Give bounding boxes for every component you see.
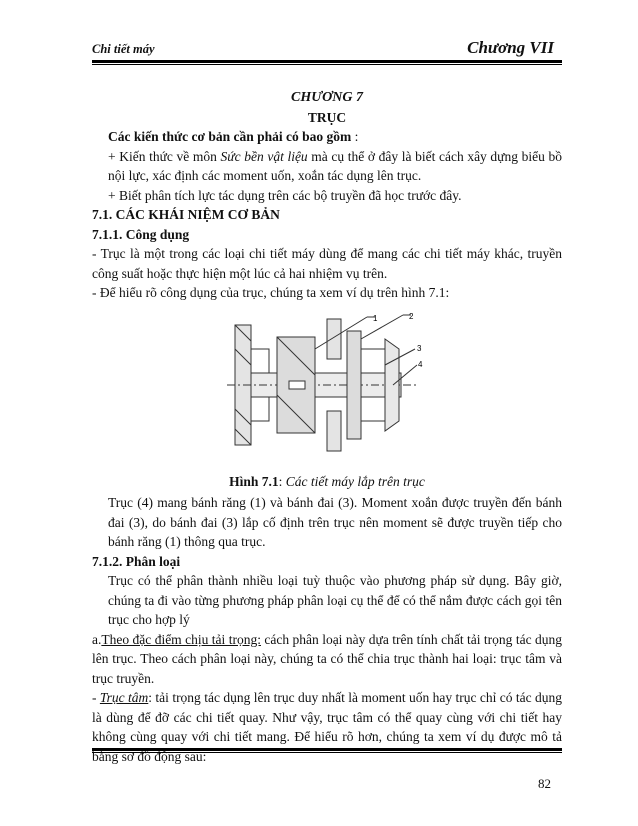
figure-caption-text: Các tiết máy lắp trên trục xyxy=(285,473,425,489)
figure-label-2: 2 xyxy=(409,311,414,321)
figure-caption-number: Hình 7.1 xyxy=(229,473,279,489)
prereq-heading xyxy=(92,127,562,147)
chapter-label: CHƯƠNG 7 xyxy=(291,90,363,105)
prereq-item-2: + Biết phân tích lực tác dụng trên các bộ truyền đã học trước đây. xyxy=(108,187,462,203)
prereq-colon: : xyxy=(351,129,359,144)
figure-caption-colon: : xyxy=(278,473,286,489)
classification-a-heading: Theo đặc điểm chịu tải trọng: xyxy=(101,631,261,647)
prereq-heading-text: Các kiến thức cơ bản cần phải có bao gồm xyxy=(108,129,352,144)
prereq-item-1 xyxy=(92,147,562,186)
header-rule-thin xyxy=(92,64,562,65)
after-figure-paragraph: Trục (4) mang bánh răng (1) và bánh đai (3). Moment xoắn được truyền đến bánh đai (3), do bánh đai (3) lắp cố định trên trục nên moment sẽ được truyền tiếp cho bánh răng (1) thông qua trục. xyxy=(108,495,562,549)
trục-tâm-term: Trục tâm xyxy=(99,690,149,705)
figure-label-4: 4 xyxy=(418,359,423,369)
page-header xyxy=(92,34,554,60)
prereq-item-1-italic: Sức bền vật liệu xyxy=(220,148,308,164)
footer-rule-thin xyxy=(92,752,562,753)
figure-7-1 xyxy=(92,309,562,464)
trục-tâm-paragraph xyxy=(92,688,562,766)
figure-label-3: 3 xyxy=(417,343,422,353)
section-7-1-2-paragraph-1: Trục có thể phân thành nhiều loại tuỳ thuộc vào phương pháp sử dụng. Bây giờ, chúng ta đi vào từng phương pháp phân loại cụ thể để có thể nắm được cách gọi tên trục cho hợp lý xyxy=(108,573,562,627)
page-number: 82 xyxy=(538,776,551,791)
prereq-item-1-post: mà cụ thể ở đây là biết cách xây dựng biểu bồ nội lực, xác định các moment uốn, xoắn tác dụng lên trục. xyxy=(108,148,562,183)
section-7-1-1-paragraph-2: - Để hiểu rõ công dụng của trục, chúng ta xem ví dụ trên hình 7.1: xyxy=(92,285,450,300)
section-7-1-1-paragraph-1: - Trục là một trong các loại chi tiết máy dùng để mang các chi tiết máy khác, truyền công suất hoặc thực hiện một lúc cả hai nhiệm vụ trên. xyxy=(92,246,562,281)
figure-caption xyxy=(92,472,562,492)
header-chapter: Chương VII xyxy=(467,38,554,57)
trục-tâm-text: : tải trọng tác dụng lên trục duy nhất là moment uốn hay trục chỉ có tác dụng là dùng để đỡ các chi tiết quay. Như vậy, trục tâm có thể quay cùng với chi tiết hay không cùng quay với chi tiết mang. Để hiểu rõ hơn, chúng ta xem ví dụ được mô tả bằng sơ đồ động sau: xyxy=(92,690,563,764)
prereq-item-1-pre: + Kiến thức về môn xyxy=(108,148,221,164)
section-7-1-2-title: 7.1.2. Phân loại xyxy=(92,553,181,569)
section-7-1-title: 7.1. CÁC KHÁI NIỆM CƠ BẢN xyxy=(92,207,280,222)
shaft-assembly-drawing xyxy=(217,309,427,464)
footer-rule xyxy=(92,748,562,751)
header-rule xyxy=(92,60,562,63)
classification-a-prefix: a. xyxy=(92,631,102,647)
header-book-title: Chi tiết máy xyxy=(92,42,155,56)
trục-tâm-prefix: - xyxy=(92,690,100,705)
section-7-1-1-title: 7.1.1. Công dụng xyxy=(92,226,190,242)
chapter-title: TRỤC xyxy=(307,109,347,125)
figure-label-1: 1 xyxy=(373,313,378,323)
classification-a xyxy=(92,630,562,689)
classification-a-text: cách phân loại này dựa trên tính chất tải trọng tác dụng lên trục. Theo cách phân loại này, chúng ta có thể chia trục thành hai loại: trục tâm và trục truyền. xyxy=(92,631,562,686)
page-body xyxy=(92,88,562,766)
